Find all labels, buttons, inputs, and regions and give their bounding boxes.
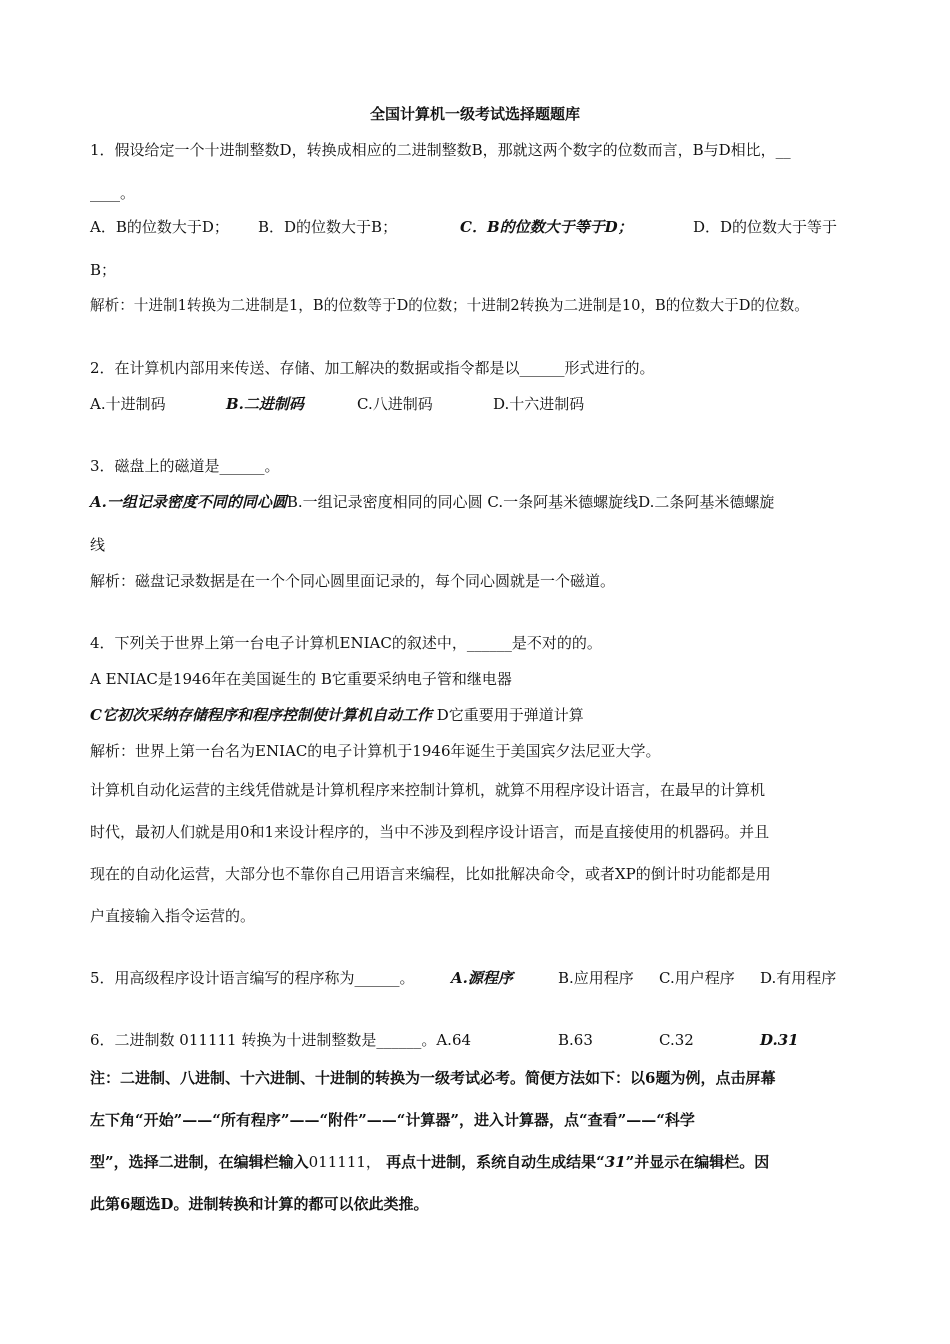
- q6-option-c: C.32: [659, 1031, 694, 1049]
- q5-option-b: B.应用程序: [558, 969, 634, 987]
- q1-stem: 1．假设给定一个十进制整数D，转换成相应的二进制整数B，那就这两个数字的位数而言，B与D相比，__: [90, 141, 791, 159]
- q6-note-line: 注：二进制、八进制、十六进制、十进制的转换为一级考试必考。简便方法如下：以6题为例，点击屏幕: [90, 1069, 776, 1087]
- q1-option-d: D．D的位数大于等于: [693, 218, 838, 236]
- q4-paragraph-line: 计算机自动化运营的主线凭借就是计算机程序来控制计算机，就算不用程序设计语言，在最早的计算机: [90, 781, 766, 799]
- q2-option-c: C.八进制码: [357, 395, 433, 413]
- q4-option-d: D它重要用于弹道计算: [431, 706, 584, 724]
- q4-paragraph-line: 现在的自动化运营，大部分也不靠你自己用语言来编程，比如批解决命令，或者XP的倒计时功能都是用: [90, 865, 771, 883]
- q3-option-a-answer: A.一组记录密度不同的同心圆: [90, 493, 287, 511]
- q1-option-b: B．D的位数大于B；: [258, 218, 398, 236]
- q4-paragraph-line: 户直接输入指令运营的。: [90, 907, 256, 925]
- q3-options-cont: 线: [90, 536, 106, 554]
- q4-option-c-answer: C它初次采纳存储程序和程序控制使计算机自动工作: [90, 706, 432, 724]
- q3-options: [90, 492, 774, 512]
- q6-note-text: ”并显示在编辑栏。因: [625, 1153, 770, 1171]
- q5-stem: 5．用高级程序设计语言编写的程序称为______。: [90, 969, 415, 987]
- q2-stem: 2．在计算机内部用来传送、存储、加工解决的数据或指令都是以______形式进行的。: [90, 359, 655, 377]
- q6-note-line: [90, 1152, 769, 1172]
- q6-note-result: 31: [604, 1153, 626, 1171]
- q6-note-text: 型”，选择二进制，在编辑栏输入: [90, 1153, 309, 1171]
- q4-paragraph-line: 时代，最初人们就是用0和1来设计程序的，当中不涉及到程序设计语言，而是直接使用的机器码。并且: [90, 823, 770, 841]
- q3-stem: 3．磁盘上的磁道是______。: [90, 457, 280, 475]
- q1-analysis: 解析：十进制1转换为二进制是1，B的位数等于D的位数；十进制2转换为二进制是10，B的位数大于D的位数。: [90, 297, 809, 314]
- q1-stem-cont: ____。: [90, 184, 136, 202]
- q4-options-cd: [90, 705, 584, 725]
- q1-option-a: A．B的位数大于D；: [90, 218, 229, 236]
- q6-note-line: 左下角“开始”——“所有程序”——“附件”——“计算器”，进入计算器，点“查看”——“科学: [90, 1111, 695, 1129]
- q2-option-a: A.十进制码: [90, 395, 166, 413]
- q6-stem: 6．二进制数 011111 转换为十进制整数是______。A.64: [90, 1031, 472, 1049]
- q5-option-c: C.用户程序: [659, 969, 735, 987]
- q4-analysis: 解析：世界上第一台名为ENIAC的电子计算机于1946年诞生于美国宾夕法尼亚大学。: [90, 742, 661, 760]
- q3-option-bcd: B.一组记录密度相同的同心圆 C.一条阿基米德螺旋线D.二条阿基米德螺旋: [286, 493, 775, 511]
- page-title: 全国计算机一级考试选择题题库: [369, 105, 580, 123]
- q6-note-text: 再点十进制，系统自动生成结果“: [380, 1153, 605, 1171]
- q2-option-b-answer: B.二进制码: [226, 395, 304, 413]
- q4-option-ab: A ENIAC是1946年在美国诞生的 B它重要采纳电子管和继电器: [90, 670, 512, 688]
- q6-option-d-answer: D.31: [760, 1031, 799, 1049]
- q4-stem: 4．下列关于世界上第一台电子计算机ENIAC的叙述中，______是不对的的。: [90, 634, 602, 652]
- q6-note-line: 此第6题选D。进制转换和计算的都可以依此类推。: [90, 1195, 429, 1213]
- q5-option-d: D.有用程序: [760, 969, 837, 987]
- q1-option-d-cont: B；: [90, 261, 117, 279]
- q3-analysis: 解析：磁盘记录数据是在一个个同心圆里面记录的，每个同心圆就是一个磁道。: [90, 572, 616, 590]
- q2-option-d: D.十六进制码: [493, 395, 585, 413]
- q5-option-a-answer: A.源程序: [451, 969, 513, 987]
- q6-option-b: B.63: [558, 1031, 593, 1049]
- q6-note-value: 011111，: [308, 1153, 381, 1171]
- q1-option-c-answer: C．B的位数大于等于D；: [460, 218, 633, 236]
